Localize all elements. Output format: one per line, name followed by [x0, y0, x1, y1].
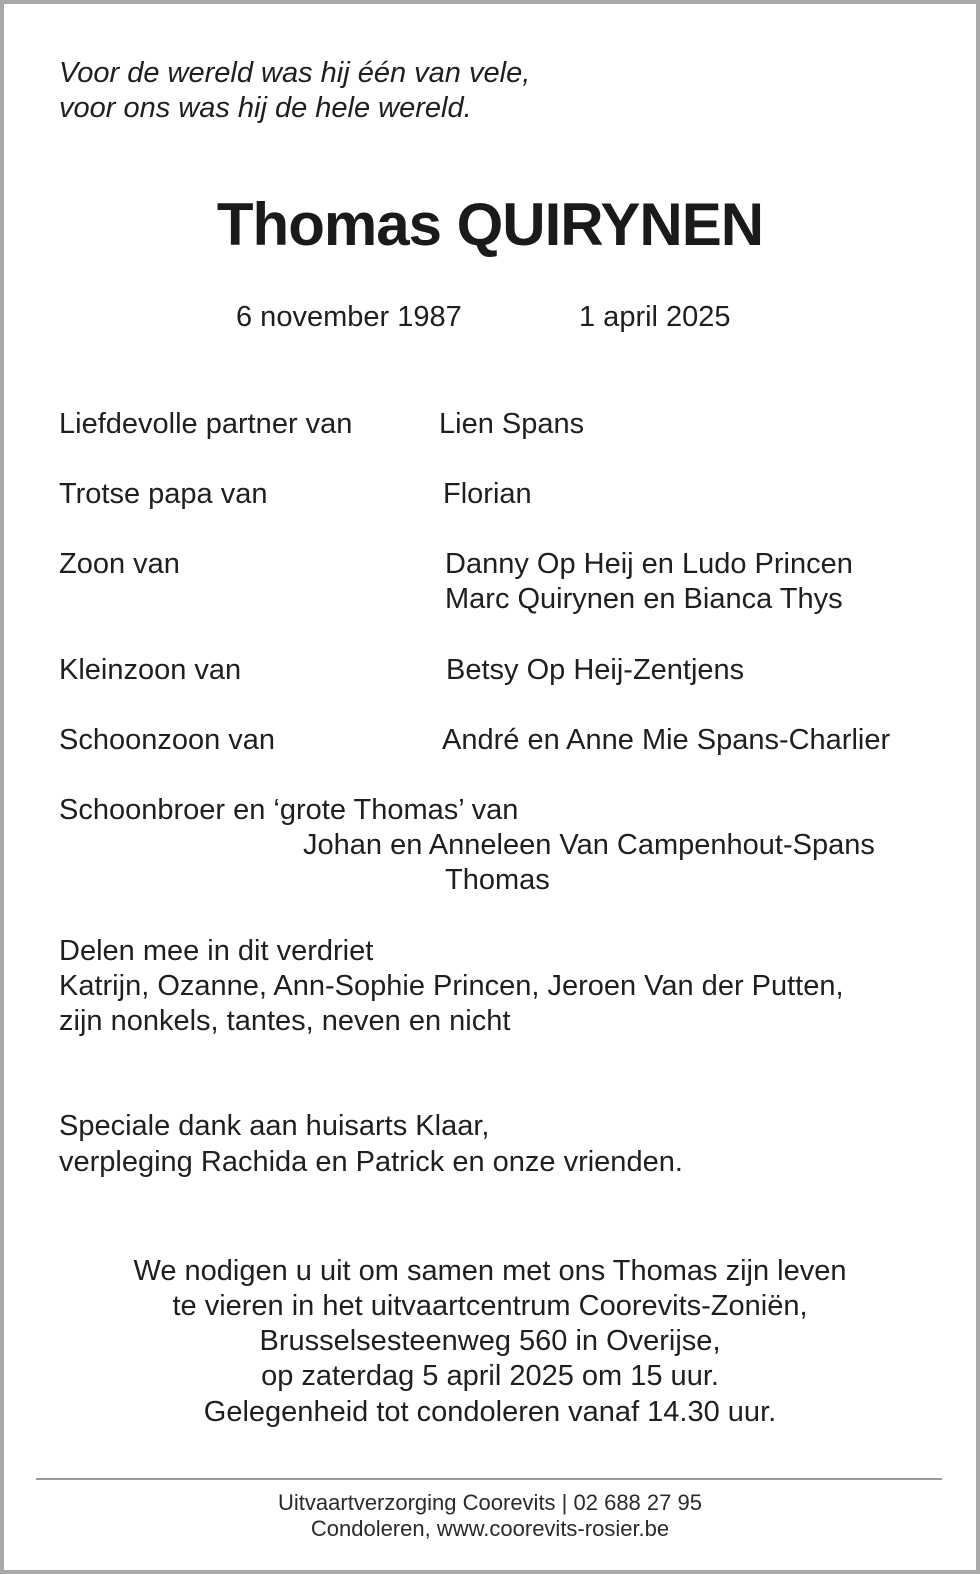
invitation-line-2: te vieren in het uitvaartcentrum Coorevits-Zoniën, — [172, 1290, 808, 1322]
sharing-heading: Delen mee in dit verdriet — [59, 935, 374, 967]
relation-label-brother-in-law: Schoonbroer en ‘grote Thomas’ van — [59, 794, 519, 826]
relation-label-son: Zoon van — [59, 548, 180, 580]
relation-name-nephew: Thomas — [445, 864, 550, 896]
footer-condolence-link[interactable]: Condoleren, www.coorevits-rosier.be — [310, 1516, 670, 1541]
relation-name-partner: Lien Spans — [439, 408, 585, 440]
relation-label-partner: Liefdevolle partner van — [59, 408, 353, 440]
invitation-line-5: Gelegenheid tot condoleren vanaf 14.30 uur. — [203, 1396, 777, 1428]
invitation-line-4: op zaterdag 5 april 2025 om 15 uur. — [261, 1360, 719, 1392]
thanks-line-2: verpleging Rachida en Patrick en onze vrienden. — [59, 1146, 683, 1178]
relation-name-grandparent: Betsy Op Heij-Zentjens — [446, 654, 745, 686]
thanks-line-1: Speciale dank aan huisarts Klaar, — [59, 1110, 490, 1142]
footer-funeral-home: Uitvaartverzorging Coorevits | 02 688 27 95 — [278, 1490, 702, 1515]
relation-name-parents-in-law: André en Anne Mie Spans-Charlier — [442, 724, 891, 756]
relation-label-son-in-law: Schoonzoon van — [59, 724, 276, 756]
death-date: 1 april 2025 — [579, 301, 731, 333]
invitation-line-1: We nodigen u uit om samen met ons Thomas zijn leven — [133, 1255, 847, 1287]
sharing-line-2: zijn nonkels, tantes, neven en nicht — [59, 1005, 511, 1037]
relation-label-papa: Trotse papa van — [59, 478, 268, 510]
invitation-line-3: Brusselsesteenweg 560 in Overijse, — [259, 1325, 721, 1357]
relation-name-parents-2: Marc Quirynen en Bianca Thys — [445, 583, 843, 615]
relation-name-parents-1: Danny Op Heij en Ludo Princen — [445, 548, 853, 580]
birth-date: 6 november 1987 — [236, 301, 462, 333]
footer-divider — [36, 1478, 942, 1480]
sharing-line-1: Katrijn, Ozanne, Ann-Sophie Princen, Jeroen Van der Putten, — [59, 970, 844, 1002]
relation-label-grandson: Kleinzoon van — [59, 654, 242, 686]
relation-name-siblings-in-law: Johan en Anneleen Van Campenhout-Spans — [303, 829, 875, 861]
deceased-name: Thomas QUIRYNEN — [216, 191, 764, 258]
quote-line-1: Voor de wereld was hij één van vele, — [59, 57, 531, 89]
quote-line-2: voor ons was hij de hele wereld. — [59, 92, 472, 124]
relation-name-child: Florian — [443, 478, 532, 510]
